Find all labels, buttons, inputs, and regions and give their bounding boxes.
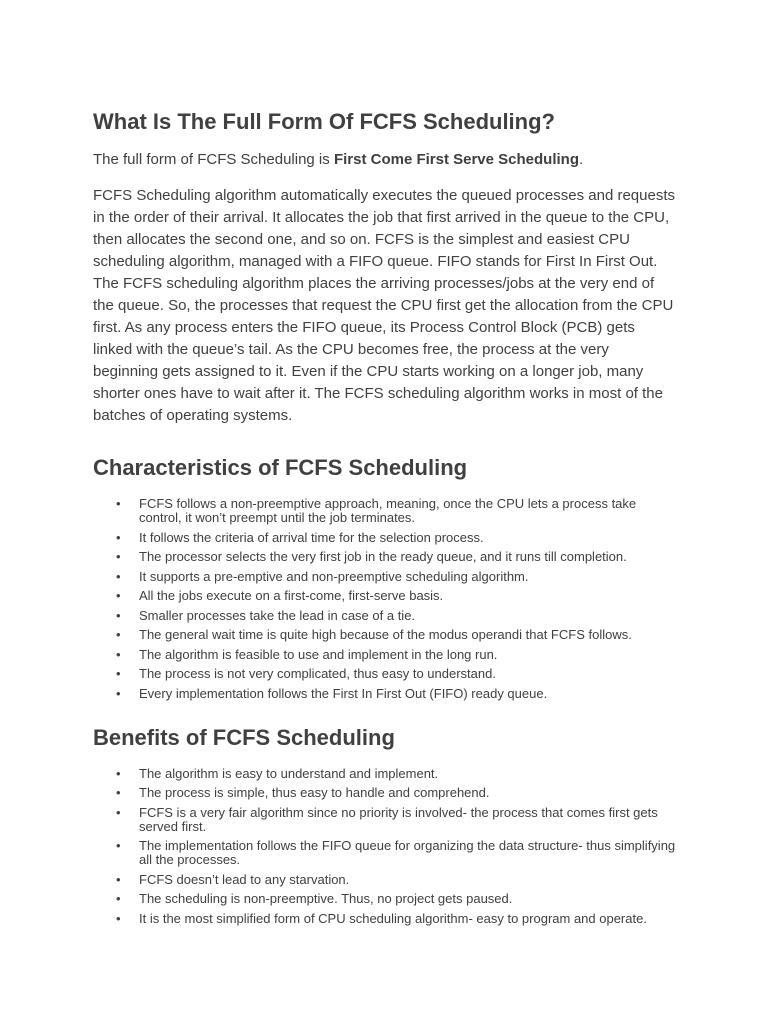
list-item-text: The algorithm is feasible to use and implement in the long run. xyxy=(139,646,498,662)
list-item xyxy=(93,767,678,781)
bullet-icon: • xyxy=(116,588,121,603)
bullet-icon: • xyxy=(116,765,121,781)
benefits-heading: Benefits of FCFS Scheduling xyxy=(93,724,395,750)
list-item xyxy=(93,892,678,906)
list-item xyxy=(93,912,678,926)
bullet-icon: • xyxy=(116,529,121,545)
bullet-icon: • xyxy=(116,785,121,800)
list-item xyxy=(93,609,678,623)
list-item xyxy=(93,648,678,662)
bullet-icon: • xyxy=(116,804,121,820)
list-item-text: The processor selects the very first job in the ready queue, and it runs till completion. xyxy=(139,549,627,564)
list-item-text: The process is simple, thus easy to handle and comprehend. xyxy=(139,785,490,800)
list-item-text: Every implementation follows the First In First Out (FIFO) ready queue. xyxy=(139,685,548,701)
list-item xyxy=(93,628,678,642)
list-item xyxy=(93,786,678,800)
document-page xyxy=(93,107,678,931)
bullet-icon: • xyxy=(116,646,121,662)
bullet-icon: • xyxy=(116,607,121,623)
list-item xyxy=(93,531,678,545)
characteristics-list xyxy=(93,497,678,701)
bullet-icon: • xyxy=(116,910,121,926)
lead-paragraph xyxy=(93,149,678,171)
lead-bold-term: First Come First Serve Scheduling xyxy=(333,151,579,168)
list-item-text: All the jobs execute on a first-come, first-serve basis. xyxy=(139,588,444,603)
lead-prefix: The full form of FCFS Scheduling is xyxy=(93,151,334,168)
lead-suffix: . xyxy=(579,151,584,168)
bullet-icon: • xyxy=(116,568,121,584)
list-item xyxy=(93,589,678,603)
list-item-text: The process is not very complicated, thus easy to understand. xyxy=(139,666,496,681)
list-item xyxy=(93,667,678,681)
bullet-icon: • xyxy=(116,549,121,564)
list-item xyxy=(93,873,678,887)
characteristics-heading: Characteristics of FCFS Scheduling xyxy=(93,455,468,480)
list-item xyxy=(93,550,678,564)
list-item-text: It follows the criteria of arrival time for the selection process. xyxy=(139,529,484,545)
page-title: What Is The Full Form Of FCFS Scheduling? xyxy=(93,109,555,134)
list-item-text: It is the most simplified form of CPU scheduling algorithm- easy to program and operate. xyxy=(139,910,647,926)
bullet-icon: • xyxy=(116,627,121,642)
list-item-text: The scheduling is non-preemptive. Thus, no project gets paused. xyxy=(139,891,513,906)
list-item-text: Smaller processes take the lead in case of a tie. xyxy=(139,607,416,623)
list-item xyxy=(93,806,678,834)
bullet-icon: • xyxy=(116,496,121,511)
list-item-text: It supports a pre-emptive and non-preemptive scheduling algorithm. xyxy=(139,568,529,584)
list-item-text: FCFS follows a non-preemptive approach, meaning, once the CPU lets a process take control, it won’t preempt until the job terminates. xyxy=(139,496,637,525)
list-item-text: The algorithm is easy to understand and implement. xyxy=(139,765,439,781)
list-item xyxy=(93,497,678,525)
bullet-icon: • xyxy=(116,666,121,681)
bullet-icon: • xyxy=(116,891,121,906)
bullet-icon: • xyxy=(116,871,121,887)
benefits-list xyxy=(93,767,678,926)
list-item-text: The general wait time is quite high because of the modus operandi that FCFS follows. xyxy=(139,627,632,642)
body-paragraph: FCFS Scheduling algorithm automatically executes the queued processes and requests in the order of their arrival. It allocates the job that first arrived in the queue to the CPU, then allocates the second one, and so on. FCFS is the simplest and easiest CPU scheduling algorithm, managed with a FIFO queue. FIFO stands for First In First Out. The FCFS scheduling algorithm places the arriving processes/jobs at the very end of the queue. So, the processes that request the CPU first get the allocation from the CPU first. As any process enters the FIFO queue, its Process Control Block (PCB) gets linked with the queue’s tail. As the CPU becomes free, the process at the very beginning gets assigned to it. Even if the CPU starts working on a longer job, many shorter ones have to wait after it. The FCFS scheduling algorithm works in most of the batches of operating systems. xyxy=(93,187,675,424)
list-item xyxy=(93,570,678,584)
bullet-icon: • xyxy=(116,838,121,853)
list-item-text: The implementation follows the FIFO queue for organizing the data structure- thus simplifying all the processes. xyxy=(139,838,676,867)
bullet-icon: • xyxy=(116,685,121,701)
list-item xyxy=(93,839,678,867)
list-item-text: FCFS is a very fair algorithm since no priority is involved- the process that comes first gets served first. xyxy=(139,804,658,834)
list-item-text: FCFS doesn’t lead to any starvation. xyxy=(139,871,350,887)
list-item xyxy=(93,687,678,701)
